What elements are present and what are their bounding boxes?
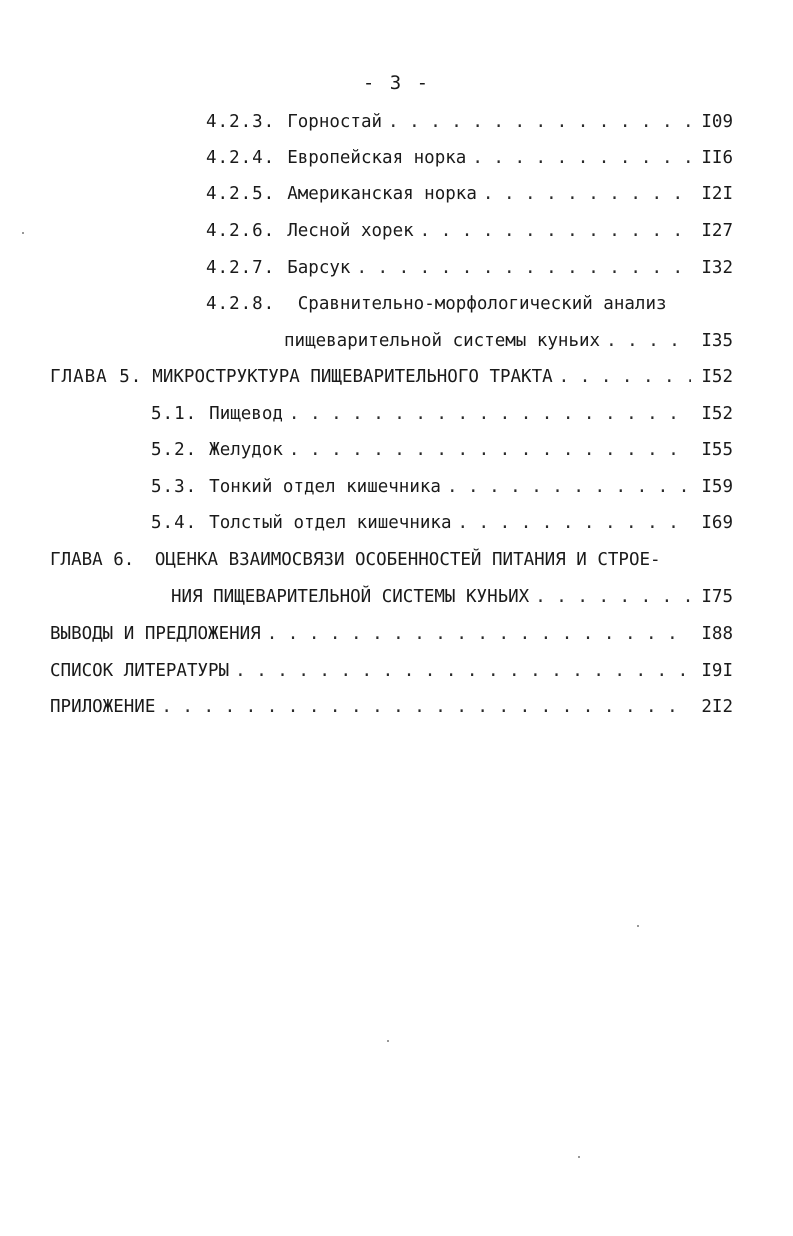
scan-speck <box>578 1156 580 1158</box>
toc-title: Толстый отдел кишечника <box>209 513 452 533</box>
toc-entry-chapter-5 <box>50 365 733 389</box>
toc-title: Американская норка <box>287 184 477 204</box>
page-number: - 3 - <box>362 72 431 94</box>
toc-entry-chapter-6 <box>171 585 733 609</box>
toc-number: 5.3. <box>151 477 198 497</box>
toc-leader-dots <box>472 146 691 170</box>
toc-entry-5-1 <box>151 402 733 426</box>
toc-page-number: 2I2 <box>701 697 733 717</box>
toc-leader-dots <box>457 511 691 535</box>
scan-speck <box>22 232 24 234</box>
toc-leader-dots <box>606 329 691 353</box>
toc-leader-dots <box>356 256 691 280</box>
toc-page-number: I75 <box>701 587 733 607</box>
toc-page-number: I52 <box>701 404 733 424</box>
toc-entry-references <box>50 659 733 683</box>
toc-title-line1: Сравнительно-морфологический анализ <box>297 294 667 314</box>
toc-leader-dots <box>535 585 691 609</box>
toc-page-number: I55 <box>701 440 733 460</box>
toc-number: 4.2.4. <box>206 148 276 168</box>
toc-entry-5-3 <box>151 475 733 499</box>
toc-title: Желудок <box>209 440 283 460</box>
toc-page-number: I32 <box>701 258 733 278</box>
toc-title: Барсук <box>287 258 351 278</box>
toc-entry-4-2-8-first-line <box>206 292 667 316</box>
toc-chapter-number: ГЛАВА 6. <box>50 550 135 570</box>
toc-number: 4.2.7. <box>206 258 276 278</box>
toc-chapter-number: ГЛАВА 5. <box>50 367 143 387</box>
toc-title: Тонкий отдел кишечника <box>209 477 441 497</box>
toc-page-number: I9I <box>701 661 733 681</box>
toc-title: пищеварительной системы куньих <box>284 331 601 351</box>
toc-title: Европейская норка <box>287 148 467 168</box>
toc-entry-4-2-3 <box>206 110 733 134</box>
toc-leader-dots <box>483 182 691 206</box>
toc-page-number: I09 <box>701 112 733 132</box>
toc-entry-4-2-5 <box>206 182 733 206</box>
toc-page-number: II6 <box>701 148 733 168</box>
toc-page-number: I69 <box>701 513 733 533</box>
scan-speck <box>637 925 639 927</box>
toc-page-number: I27 <box>701 221 733 241</box>
scan-speck <box>387 1040 389 1042</box>
toc-page-number: I52 <box>701 367 733 387</box>
toc-number: 4.2.8. <box>206 294 276 314</box>
toc-number: 4.2.3. <box>206 112 276 132</box>
toc-title: Пищевод <box>209 404 283 424</box>
toc-entry-5-4 <box>151 511 733 535</box>
toc-entry-4-2-6 <box>206 219 733 243</box>
toc-entry-4-2-8 <box>284 329 733 353</box>
toc-leader-dots <box>559 365 691 389</box>
toc-number: 4.2.5. <box>206 184 276 204</box>
toc-entry-5-2 <box>151 438 733 462</box>
toc-entry-4-2-7 <box>206 256 733 280</box>
toc-leader-dots <box>161 695 691 719</box>
toc-entry-chapter-6-first-line <box>50 548 661 572</box>
toc-page-number: I35 <box>701 331 733 351</box>
toc-leader-dots <box>289 402 691 426</box>
toc-leader-dots <box>267 622 691 646</box>
toc-page-number: I2I <box>701 184 733 204</box>
toc-entry-4-2-4 <box>206 146 733 170</box>
toc-entry-conclusions <box>50 622 733 646</box>
toc-number: 5.4. <box>151 513 198 533</box>
toc-number: 4.2.6. <box>206 221 276 241</box>
toc-page-number: I59 <box>701 477 733 497</box>
toc-title: НИЯ ПИЩЕВАРИТЕЛЬНОЙ СИСТЕМЫ КУНЬИХ <box>171 587 530 607</box>
toc-leader-dots <box>420 219 691 243</box>
toc-title: Горностай <box>287 112 383 132</box>
toc-title-line1: ОЦЕНКА ВЗАИМОСВЯЗИ ОСОБЕННОСТЕЙ ПИТАНИЯ И СТРОЕ- <box>154 550 661 570</box>
toc-leader-dots <box>447 475 691 499</box>
toc-title: Лесной хорек <box>287 221 414 241</box>
toc-page-number: I88 <box>701 624 733 644</box>
toc-title: МИКРОСТРУКТУРА ПИЩЕВАРИТЕЛЬНОГО ТРАКТА <box>152 367 553 387</box>
toc-title: СПИСОК ЛИТЕРАТУРЫ <box>50 661 230 681</box>
toc-entry-appendix <box>50 695 733 719</box>
toc-title: ВЫВОДЫ И ПРЕДЛОЖЕНИЯ <box>50 624 261 644</box>
toc-number: 5.2. <box>151 440 198 460</box>
toc-number: 5.1. <box>151 404 198 424</box>
toc-leader-dots <box>388 110 691 134</box>
toc-leader-dots <box>235 659 691 683</box>
toc-title: ПРИЛОЖЕНИЕ <box>50 697 156 717</box>
toc-leader-dots <box>289 438 691 462</box>
